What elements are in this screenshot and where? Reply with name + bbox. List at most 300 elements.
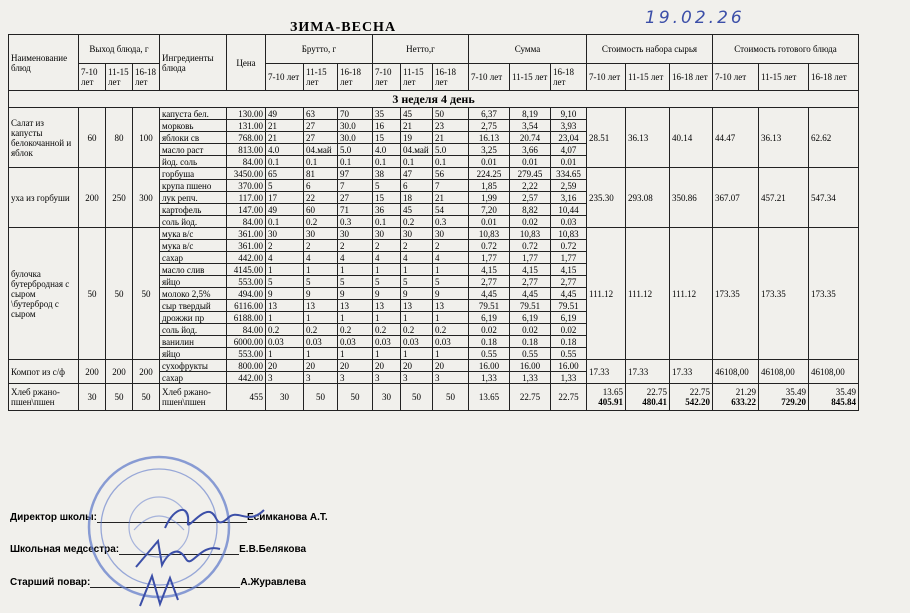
sum-value: 6,19: [551, 312, 587, 324]
dish-cost-value: 46108,00: [809, 360, 859, 384]
dish-cost-value: 367.07: [713, 168, 759, 228]
ingredient-name: ванилин: [160, 336, 227, 348]
net-value: 4: [433, 252, 469, 264]
gross-value: 30: [304, 228, 338, 240]
ingredient-price: 361.00: [227, 228, 266, 240]
ingredient-price: 84.00: [227, 216, 266, 228]
gross-value: 20: [266, 360, 304, 372]
gross-value: 4: [304, 252, 338, 264]
sum-value: 1,33: [551, 372, 587, 384]
header-age: 7-10 лет: [373, 64, 401, 91]
ingredient-name: капуста бел.: [160, 108, 227, 120]
sum-value: 8,82: [510, 204, 551, 216]
net-value: 0.2: [401, 216, 433, 228]
dish-yield: 30: [79, 384, 106, 411]
header-age: 11-15 лет: [626, 64, 670, 91]
header-age: 7-10 лет: [266, 64, 304, 91]
ingredient-price: 800.00: [227, 360, 266, 372]
sum-value: 0.03: [551, 216, 587, 228]
ingredient-price: 813.00: [227, 144, 266, 156]
sum-value: 0.02: [510, 324, 551, 336]
ingredient-name: яблоки св: [160, 132, 227, 144]
ingredient-price: 768.00: [227, 132, 266, 144]
net-value: 21: [433, 192, 469, 204]
header-age: 7-10 лет: [79, 64, 106, 91]
net-value: 9: [373, 288, 401, 300]
sum-value: 224.25: [469, 168, 510, 180]
gross-value: 0.1: [338, 156, 373, 168]
dish-cost-value: 46108,00: [759, 360, 809, 384]
gross-value: 21: [266, 120, 304, 132]
raw-cost-cell: [670, 384, 713, 411]
sum-value: 2,75: [469, 120, 510, 132]
table-row: [9, 228, 859, 240]
net-value: 5: [401, 276, 433, 288]
gross-value: 60: [304, 204, 338, 216]
net-value: 2: [433, 240, 469, 252]
gross-value: 27: [304, 120, 338, 132]
gross-value: 6: [304, 180, 338, 192]
header-age: 16-18 лет: [551, 64, 587, 91]
sum-value: 3,54: [510, 120, 551, 132]
net-value: 0.2: [373, 324, 401, 336]
ingredient-name: Хлеб ржано-пшен\пшен: [160, 384, 227, 411]
net-value: 16: [373, 120, 401, 132]
dish-yield: 200: [106, 360, 133, 384]
gross-value: 0.03: [266, 336, 304, 348]
raw-cost-value: 17.33: [587, 360, 626, 384]
ingredient-name: картофель: [160, 204, 227, 216]
sum-value: 10,83: [469, 228, 510, 240]
dish-name: Хлеб ржано-пшен\пшен: [9, 384, 79, 411]
net-value: 20: [433, 360, 469, 372]
net-value: 3: [373, 372, 401, 384]
header-net: Нетто,г: [373, 35, 469, 64]
net-value: 15: [373, 192, 401, 204]
header-dish-cost: Стоимость готового блюда: [713, 35, 859, 64]
gross-value: 5: [266, 276, 304, 288]
net-value: 20: [401, 360, 433, 372]
net-value: 18: [401, 192, 433, 204]
net-value: 0.03: [433, 336, 469, 348]
sum-value: 0.01: [469, 216, 510, 228]
gross-value: 4.0: [266, 144, 304, 156]
page-title: ЗИМА-ВЕСНА: [290, 20, 397, 35]
header-age: 16-18 лет: [809, 64, 859, 91]
ingredient-price: 6000.00: [227, 336, 266, 348]
gross-value: 1: [304, 348, 338, 360]
gross-value: 13: [266, 300, 304, 312]
net-value: 0.3: [433, 216, 469, 228]
header-yield: Выход блюда, г: [79, 35, 160, 64]
sum-value: 0.02: [551, 324, 587, 336]
ingredient-name: дрожжи пр: [160, 312, 227, 324]
raw-cost-total: 542.20: [685, 397, 710, 407]
ingredient-price: 130.00: [227, 108, 266, 120]
table-row: [9, 64, 859, 91]
sum-value: 0.72: [551, 240, 587, 252]
ingredient-name: горбуша: [160, 168, 227, 180]
sum-value: 4,45: [469, 288, 510, 300]
net-value: 38: [373, 168, 401, 180]
ingredient-price: 553.00: [227, 348, 266, 360]
gross-value: 1: [266, 348, 304, 360]
dish-cost-value: 46108,00: [713, 360, 759, 384]
sum-value: 1,99: [469, 192, 510, 204]
table-row: [9, 108, 859, 120]
gross-value: 50: [304, 384, 338, 411]
gross-value: 0.1: [304, 156, 338, 168]
sum-value: 2,77: [510, 276, 551, 288]
ingredient-name: масло слив: [160, 264, 227, 276]
sum-value: 0.18: [551, 336, 587, 348]
net-value: 13: [401, 300, 433, 312]
sum-value: 1,77: [551, 252, 587, 264]
dish-name: уха из горбуши: [9, 168, 79, 228]
gross-value: 20: [338, 360, 373, 372]
header-age: 11-15 лет: [304, 64, 338, 91]
table-row: [9, 91, 859, 108]
dish-yield: 50: [79, 228, 106, 360]
ingredient-name: мука в/с: [160, 240, 227, 252]
sum-value: 0.01: [510, 156, 551, 168]
ingredient-name: мука в/с: [160, 228, 227, 240]
net-value: 04.май: [401, 144, 433, 156]
sum-value: 1,85: [469, 180, 510, 192]
net-value: 1: [373, 348, 401, 360]
gross-value: 71: [338, 204, 373, 216]
net-value: 5: [373, 180, 401, 192]
handwritten-date: 19.02.26: [645, 8, 745, 28]
gross-value: 0.2: [338, 324, 373, 336]
net-value: 2: [401, 240, 433, 252]
gross-value: 2: [266, 240, 304, 252]
ingredient-price: 370.00: [227, 180, 266, 192]
dish-cost-value: 35.49: [785, 387, 806, 397]
sum-value: 3,66: [510, 144, 551, 156]
header-gross: Брутто, г: [266, 35, 373, 64]
dish-cost-value: 457.21: [759, 168, 809, 228]
sum-value: 0.18: [469, 336, 510, 348]
gross-value: 0.2: [304, 216, 338, 228]
gross-value: 81: [304, 168, 338, 180]
ingredient-price: 361.00: [227, 240, 266, 252]
dish-cost-cell: [713, 384, 759, 411]
sum-value: 10,44: [551, 204, 587, 216]
sum-value: 3,25: [469, 144, 510, 156]
gross-value: 4: [338, 252, 373, 264]
ingredient-price: 117.00: [227, 192, 266, 204]
sum-value: 20.74: [510, 132, 551, 144]
ingredient-price: 455: [227, 384, 266, 411]
net-value: 9: [401, 288, 433, 300]
header-age: 7-10 лет: [469, 64, 510, 91]
dish-cost-total: 845.84: [831, 397, 856, 407]
sum-value: 16.13: [469, 132, 510, 144]
ingredient-price: 6188.00: [227, 312, 266, 324]
header-age: 7-10 лет: [587, 64, 626, 91]
dish-yield: 80: [106, 108, 133, 168]
table-row: [9, 384, 859, 411]
gross-value: 4: [266, 252, 304, 264]
ingredient-price: 147.00: [227, 204, 266, 216]
gross-value: 30: [266, 384, 304, 411]
net-value: 4: [373, 252, 401, 264]
ingredient-name: молоко 2,5%: [160, 288, 227, 300]
net-value: 5: [373, 276, 401, 288]
raw-cost-value: 13.65: [602, 387, 623, 397]
gross-value: 21: [266, 132, 304, 144]
dish-yield: 50: [106, 384, 133, 411]
dish-cost-value: 173.35: [713, 228, 759, 360]
net-value: 7: [433, 180, 469, 192]
net-value: 19: [401, 132, 433, 144]
dish-cost-value: 36.13: [759, 108, 809, 168]
signature-name: А.Журавлева: [240, 577, 306, 588]
gross-value: 0.1: [266, 156, 304, 168]
net-value: 0.2: [433, 324, 469, 336]
sum-value: 0.18: [510, 336, 551, 348]
dish-yield: 100: [133, 108, 160, 168]
raw-cost-value: 111.12: [626, 228, 670, 360]
sum-value: 4,45: [510, 288, 551, 300]
ingredient-name: яйцо: [160, 348, 227, 360]
sum-value: 279.45: [510, 168, 551, 180]
gross-value: 9: [304, 288, 338, 300]
sum-value: 0.72: [469, 240, 510, 252]
sum-value: 10,83: [510, 228, 551, 240]
net-value: 30: [433, 228, 469, 240]
gross-value: 65: [266, 168, 304, 180]
ingredient-price: 442.00: [227, 252, 266, 264]
nurse-signature: [128, 535, 228, 575]
gross-value: 70: [338, 108, 373, 120]
raw-cost-total: 405.91: [598, 397, 623, 407]
sum-value: 4,15: [510, 264, 551, 276]
sum-value: 4,15: [469, 264, 510, 276]
dish-yield: 200: [133, 360, 160, 384]
ingredient-name: соль йод.: [160, 216, 227, 228]
sum-value: 22.75: [551, 384, 587, 411]
gross-value: 2: [304, 240, 338, 252]
raw-cost-value: 22.75: [646, 387, 667, 397]
dish-yield: 60: [79, 108, 106, 168]
sum-value: 1,33: [469, 372, 510, 384]
header-raw-cost: Стоимость набора сырья: [587, 35, 713, 64]
net-value: 1: [401, 264, 433, 276]
gross-value: 0.03: [304, 336, 338, 348]
dish-yield: 50: [133, 228, 160, 360]
ingredient-name: сухофрукты: [160, 360, 227, 372]
ingredient-name: йод. соль: [160, 156, 227, 168]
gross-value: 49: [266, 204, 304, 216]
gross-value: 1: [338, 348, 373, 360]
ingredient-name: сахар: [160, 252, 227, 264]
ingredient-name: соль йод.: [160, 324, 227, 336]
header-age: 11-15 лет: [401, 64, 433, 91]
net-value: 0.1: [373, 216, 401, 228]
dish-cost-value: 173.35: [809, 228, 859, 360]
dish-cost-value: 35.49: [835, 387, 856, 397]
net-value: 0.2: [401, 324, 433, 336]
net-value: 0.1: [373, 156, 401, 168]
sum-value: 6,37: [469, 108, 510, 120]
header-age: 7-10 лет: [713, 64, 759, 91]
sum-value: 0.72: [510, 240, 551, 252]
sum-value: 2,77: [469, 276, 510, 288]
gross-value: 13: [304, 300, 338, 312]
ingredient-price: 442.00: [227, 372, 266, 384]
dish-yield: 300: [133, 168, 160, 228]
ingredient-price: 494.00: [227, 288, 266, 300]
ingredient-name: масло раст: [160, 144, 227, 156]
net-value: 54: [433, 204, 469, 216]
dish-cost-value: 547.34: [809, 168, 859, 228]
gross-value: 20: [304, 360, 338, 372]
gross-value: 49: [266, 108, 304, 120]
sum-value: 79.51: [469, 300, 510, 312]
raw-cost-value: 293.08: [626, 168, 670, 228]
net-value: 9: [433, 288, 469, 300]
sum-value: 0.55: [510, 348, 551, 360]
header-age: 16-18 лет: [433, 64, 469, 91]
sum-value: 79.51: [510, 300, 551, 312]
raw-cost-cell: [587, 384, 626, 411]
raw-cost-value: 17.33: [626, 360, 670, 384]
gross-value: 7: [338, 180, 373, 192]
ingredient-name: лук репч.: [160, 192, 227, 204]
ingredient-price: 6116.00: [227, 300, 266, 312]
net-value: 1: [373, 264, 401, 276]
net-value: 13: [373, 300, 401, 312]
net-value: 0.1: [401, 156, 433, 168]
net-value: 50: [401, 384, 433, 411]
cook-signature: [130, 570, 190, 610]
ingredient-price: 4145.00: [227, 264, 266, 276]
net-value: 50: [433, 384, 469, 411]
gross-value: 9: [338, 288, 373, 300]
dish-cost-cell: [759, 384, 809, 411]
ingredient-price: 131.00: [227, 120, 266, 132]
net-value: 30: [373, 228, 401, 240]
gross-value: 27: [338, 192, 373, 204]
header-sum: Сумма: [469, 35, 587, 64]
net-value: 45: [401, 204, 433, 216]
dish-yield: 200: [79, 360, 106, 384]
net-value: 5.0: [433, 144, 469, 156]
net-value: 1: [433, 348, 469, 360]
gross-value: 27: [304, 132, 338, 144]
gross-value: 30: [338, 228, 373, 240]
gross-value: 3: [338, 372, 373, 384]
sum-value: 4,45: [551, 288, 587, 300]
header-dish: Наименование блюд: [9, 35, 79, 91]
gross-value: 17: [266, 192, 304, 204]
ingredient-name: морковь: [160, 120, 227, 132]
header-ingredients: Ингредиенты блюда: [160, 35, 227, 91]
raw-cost-cell: [626, 384, 670, 411]
sum-value: 16.00: [469, 360, 510, 372]
raw-cost-value: 17.33: [670, 360, 713, 384]
net-value: 4: [401, 252, 433, 264]
sum-value: 1,33: [510, 372, 551, 384]
sum-value: 3,93: [551, 120, 587, 132]
menu-table: [8, 34, 859, 411]
net-value: 0.03: [401, 336, 433, 348]
net-value: 36: [373, 204, 401, 216]
net-value: 47: [401, 168, 433, 180]
ingredient-name: яйцо: [160, 276, 227, 288]
sum-value: 23,04: [551, 132, 587, 144]
gross-value: 1: [266, 312, 304, 324]
sum-value: 1,77: [469, 252, 510, 264]
gross-value: 0.3: [338, 216, 373, 228]
sum-value: 16.00: [551, 360, 587, 372]
gross-value: 3: [304, 372, 338, 384]
net-value: 2: [373, 240, 401, 252]
net-value: 45: [401, 108, 433, 120]
raw-cost-total: 480.41: [642, 397, 667, 407]
raw-cost-value: 40.14: [670, 108, 713, 168]
sum-value: 2,57: [510, 192, 551, 204]
dish-name: Компот из с/ф: [9, 360, 79, 384]
raw-cost-value: 111.12: [670, 228, 713, 360]
table-row: [9, 360, 859, 372]
sum-value: 334.65: [551, 168, 587, 180]
dish-cost-value: 21.29: [735, 387, 756, 397]
dish-yield: 250: [106, 168, 133, 228]
sum-value: 0.55: [551, 348, 587, 360]
net-value: 1: [401, 312, 433, 324]
sum-value: 0.02: [469, 324, 510, 336]
gross-value: 0.2: [266, 324, 304, 336]
net-value: 15: [373, 132, 401, 144]
ingredient-name: сыр твердый: [160, 300, 227, 312]
gross-value: 9: [266, 288, 304, 300]
net-value: 20: [373, 360, 401, 372]
header-age: 16-18 лет: [338, 64, 373, 91]
net-value: 30: [401, 228, 433, 240]
gross-value: 5: [266, 180, 304, 192]
gross-value: 0.03: [338, 336, 373, 348]
gross-value: 04.май: [304, 144, 338, 156]
sum-value: 10,83: [551, 228, 587, 240]
dish-yield: 50: [133, 384, 160, 411]
header-age: 11-15 лет: [510, 64, 551, 91]
dish-cost-value: 44.47: [713, 108, 759, 168]
sum-value: 6,19: [510, 312, 551, 324]
raw-cost-value: 235.30: [587, 168, 626, 228]
sum-value: 16.00: [510, 360, 551, 372]
net-value: 21: [401, 120, 433, 132]
net-value: 5: [433, 276, 469, 288]
director-signature: [160, 500, 270, 536]
ingredient-price: 3450.00: [227, 168, 266, 180]
gross-value: 1: [304, 312, 338, 324]
header-age: 16-18 лет: [670, 64, 713, 91]
sum-value: 2,59: [551, 180, 587, 192]
net-value: 13: [433, 300, 469, 312]
signature-role: Директор школы:: [10, 512, 97, 523]
raw-cost-value: 36.13: [626, 108, 670, 168]
dish-cost-total: 633.22: [731, 397, 756, 407]
sum-value: 1,77: [510, 252, 551, 264]
sum-value: 0.01: [551, 156, 587, 168]
net-value: 6: [401, 180, 433, 192]
net-value: 3: [433, 372, 469, 384]
gross-value: 2: [338, 240, 373, 252]
net-value: 1: [433, 312, 469, 324]
